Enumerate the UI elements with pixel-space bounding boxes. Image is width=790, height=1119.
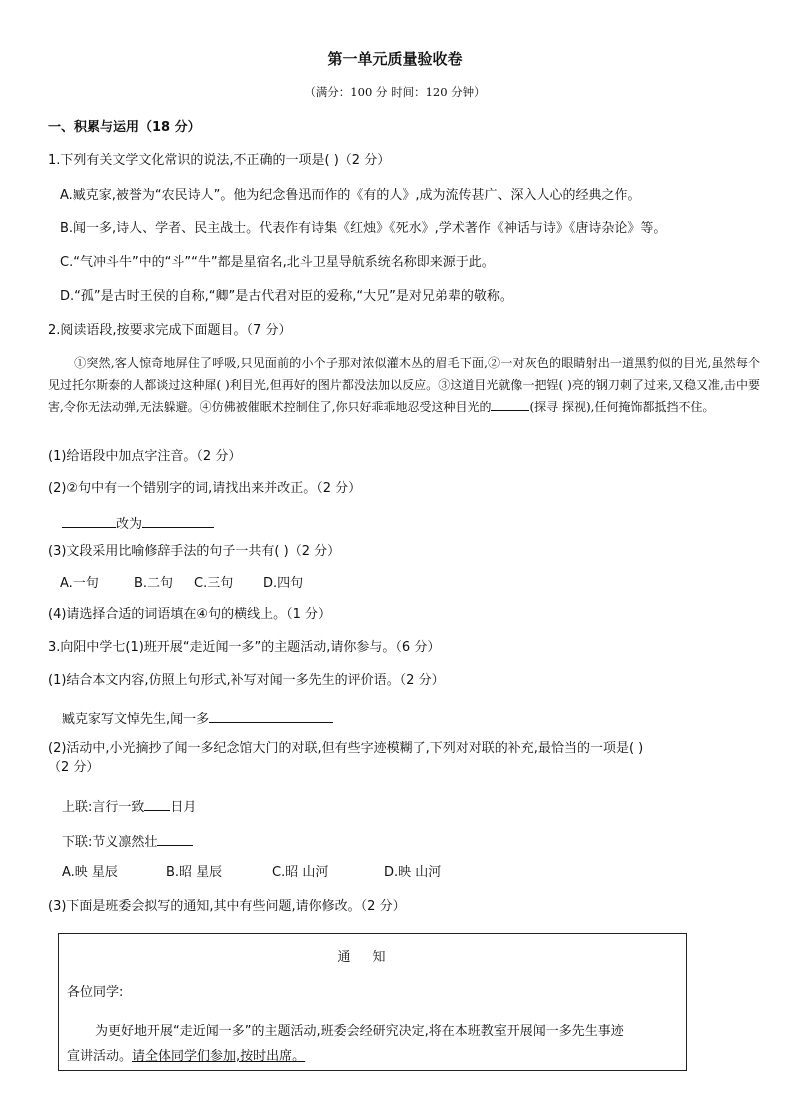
passage-text-end: (探寻 探视),任何掩饰都抵挡不住。 (529, 400, 715, 414)
answer-blank (142, 514, 214, 528)
question-1-option-c: C.“气冲斗牛”中的“斗”“牛”都是星宿名,北斗卫星导航系统名称即来源于此。 (60, 255, 495, 270)
notice-body-line-2 (67, 1045, 305, 1064)
notice-title: 通知 (337, 950, 408, 965)
question-3-sub-1: (1)结合本文内容,仿照上句形式,补写对闻一多先生的评价语。（2 分） (48, 673, 445, 688)
notice-body-text: 宣讲活动。 (67, 1049, 133, 1064)
section-heading: 一、积累与运用（18 分） (48, 120, 201, 135)
question-3-sub-2-score: （2 分） (48, 760, 100, 775)
question-2-sub-3-option-c: C.三句 (194, 576, 234, 591)
passage-blank (491, 397, 529, 411)
notice-body-line-1: 为更好地开展“走近闻一多”的主题活动,班委会经研究决定,将在本班教室开展闻一多先生事迹 (95, 1024, 624, 1039)
question-2-sub-3-option-d: D.四句 (263, 576, 304, 591)
question-1-option-a: A.臧克家,被誉为“农民诗人”。他为纪念鲁迅而作的《有的人》,成为流传甚广、深入人心的经典之作。 (60, 188, 641, 203)
question-3-sub-2-option-b: B.昭 星辰 (166, 865, 223, 880)
question-2-sub-1: (1)给语段中加点字注音。（2 分） (48, 449, 242, 464)
question-2-stem: 2.阅读语段,按要求完成下面题目。（7 分） (48, 323, 292, 338)
answer-blank (144, 797, 170, 811)
question-2-sub-4: (4)请选择合适的词语填在④句的横线上。（1 分） (48, 607, 331, 622)
fill-label: 臧克家写文悼先生,闻一多 (62, 712, 210, 727)
question-2-sub-2-answer (62, 514, 214, 531)
question-3-sub-2-option-a: A.映 星辰 (62, 865, 118, 880)
fill-label: 改为 (116, 517, 143, 532)
question-3-sub-1-answer (62, 709, 333, 726)
exam-info: （满分：100 分 时间：120 分钟） (304, 85, 486, 99)
couplet-upper-end: 日月 (170, 800, 197, 815)
question-3-sub-2: (2)活动中,小光摘抄了闻一多纪念馆大门的对联,但有些字迹模糊了,下列对对联的补充,最恰当的一项是( ) (48, 741, 644, 756)
passage-text: ①突然,客人惊奇地屏住了呼吸,只见面前的小个子那对浓似灌木丛的眉毛下面,②一对灰色的眼睛射出一道黑豹似的目光,虽然每个见过托尔斯泰的人都谈过这种犀( )利目光,但再好的图片都没法加以反应。③这道目光就像一把锃( )亮的钢刀刺了过来,又稳又准,击中要害,令你无法动弹,无法躲避。④仿佛被催眠术控制住了,你只好乖乖地忍受这种目光的 (48, 356, 760, 414)
question-2-sub-2: (2)②句中有一个错别字的词,请找出来并改正。（2 分） (48, 481, 362, 496)
question-1-stem: 1.下列有关文学文化常识的说法,不正确的一项是( )（2 分） (48, 153, 391, 168)
question-3-stem: 3.向阳中学七(1)班开展“走近闻一多”的主题活动,请你参与。（6 分） (48, 640, 441, 655)
couplet-upper-text: 上联:言行一致 (62, 800, 145, 815)
answer-blank (62, 514, 116, 528)
question-3-sub-2-option-c: C.昭 山河 (272, 865, 329, 880)
couplet-lower (62, 832, 193, 849)
page-title: 第一单元质量验收卷 (327, 50, 463, 68)
question-1-option-b: B.闻一多,诗人、学者、民主战士。代表作有诗集《红烛》《死水》,学术著作《神话与诗》《唐诗杂论》等。 (60, 221, 667, 236)
couplet-lower-text: 下联:节义凛然壮 (62, 835, 158, 850)
couplet-upper (62, 797, 196, 814)
question-3-sub-2-option-d: D.映 山河 (384, 865, 442, 880)
question-2-sub-3-option-b: B.二句 (134, 576, 174, 591)
reading-passage (48, 352, 760, 418)
question-2-sub-3-option-a: A.一句 (60, 576, 99, 591)
answer-blank (157, 832, 193, 846)
answer-blank (209, 709, 333, 723)
notice-box (58, 933, 687, 1071)
question-1-option-d: D.“孤”是古时王侯的自称,“卿”是古代君对臣的爱称,“大兄”是对兄弟辈的敬称。 (60, 289, 513, 304)
notice-greeting: 各位同学: (67, 985, 124, 1000)
question-3-sub-3: (3)下面是班委会拟写的通知,其中有些问题,请你修改。（2 分） (48, 899, 406, 914)
notice-underlined-sentence: 请全体同学们参加,按时出席。 (132, 1049, 306, 1064)
question-2-sub-3: (3)文段采用比喻修辞手法的句子一共有( )（2 分） (48, 544, 341, 559)
